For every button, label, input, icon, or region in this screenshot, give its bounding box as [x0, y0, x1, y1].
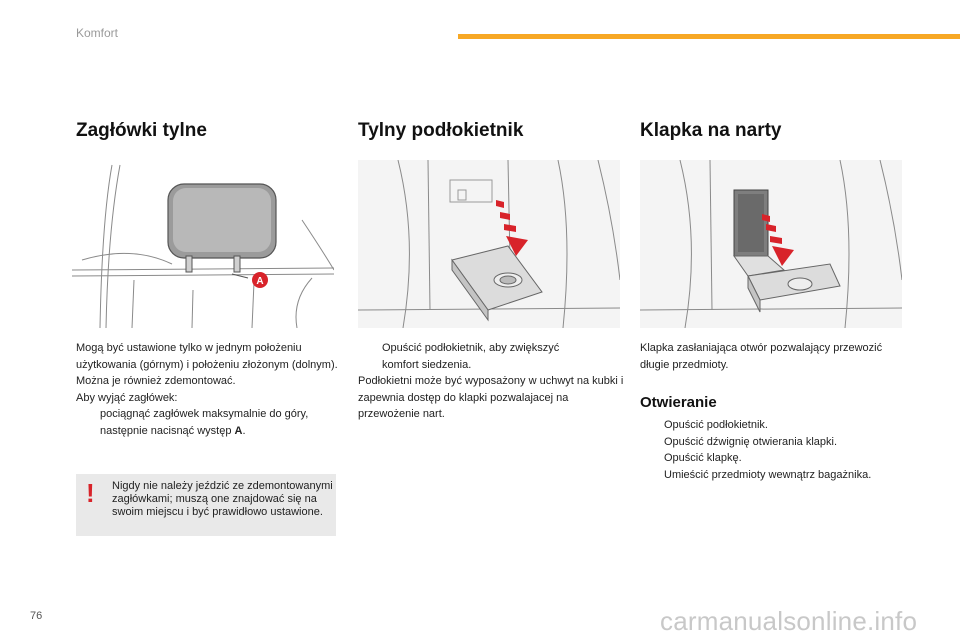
section-label: Komfort	[76, 26, 119, 40]
header-accent-bar	[458, 34, 960, 39]
title-rear-headrests: Zagłówki tylne	[76, 120, 207, 141]
title-ski-hatch: Klapka na narty	[640, 120, 782, 141]
headrest-illustration	[72, 160, 334, 328]
headrest-description	[76, 340, 338, 439]
exclamation-icon: !	[86, 478, 95, 508]
list-item: następnie nacisnąć występ A.	[100, 424, 246, 437]
ski-hatch-icon	[640, 160, 902, 328]
subtitle-opening: Otwieranie	[640, 394, 717, 411]
armrest-description	[358, 340, 626, 423]
ski-hatch-text-1: Klapka zasłaniająca otwór pozwalający przewozić długie przedmioty.	[640, 342, 883, 371]
list-item: Opuścić klapkę.	[664, 452, 742, 464]
list-item: Opuścić dźwignię otwierania klapki.	[664, 435, 838, 448]
opening-steps	[640, 417, 930, 483]
column-rear-armrest	[358, 120, 626, 142]
list-item: Umieścić przedmioty wewnątrz bagażnika.	[664, 468, 872, 481]
column-ski-hatch	[640, 120, 908, 142]
warning-box	[76, 474, 336, 536]
headrest-text-1: Mogą być ustawione tylko w jednym położeniu użytkowania (górnym) i położeniu złożonym (dolnym).	[76, 342, 338, 371]
armrest-illustration	[358, 160, 620, 328]
watermark: carmanualsonline.info	[660, 606, 918, 636]
headrest-icon	[72, 160, 334, 328]
armrest-icon	[358, 160, 620, 328]
list-item: Opuścić podłokietnik.	[664, 419, 768, 431]
warning-text: Nigdy nie należy jeździć ze zdemontowanymi zagłówkami; muszą one znajdować się na swoim miejscu i być prawidłowo ustawione.	[112, 480, 333, 518]
callout-ref: A	[234, 424, 243, 437]
page-number: 76	[30, 610, 43, 622]
list-item: Opuścić podłokietnik, aby zwiększyć	[382, 342, 560, 354]
ski-hatch-illustration	[640, 160, 902, 328]
callout-a-label: A	[256, 276, 264, 287]
column-rear-headrests	[76, 120, 344, 142]
headrest-text-2: Można je również zdemontować.	[76, 375, 236, 387]
ski-hatch-description	[640, 340, 908, 373]
headrest-text-3: Aby wyjąć zagłówek:	[76, 391, 178, 404]
title-rear-armrest: Tylny podłokietnik	[358, 120, 524, 141]
list-item: pociągnąć zagłówek maksymalnie do góry,	[100, 408, 309, 420]
list-item-continuation: komfort siedzenia.	[382, 358, 472, 371]
armrest-text-1: Podłokietni może być wyposażony w uchwyt na kubki i zapewnia dostęp do klapki pozwalajacej na przewożenie nart.	[358, 375, 624, 420]
